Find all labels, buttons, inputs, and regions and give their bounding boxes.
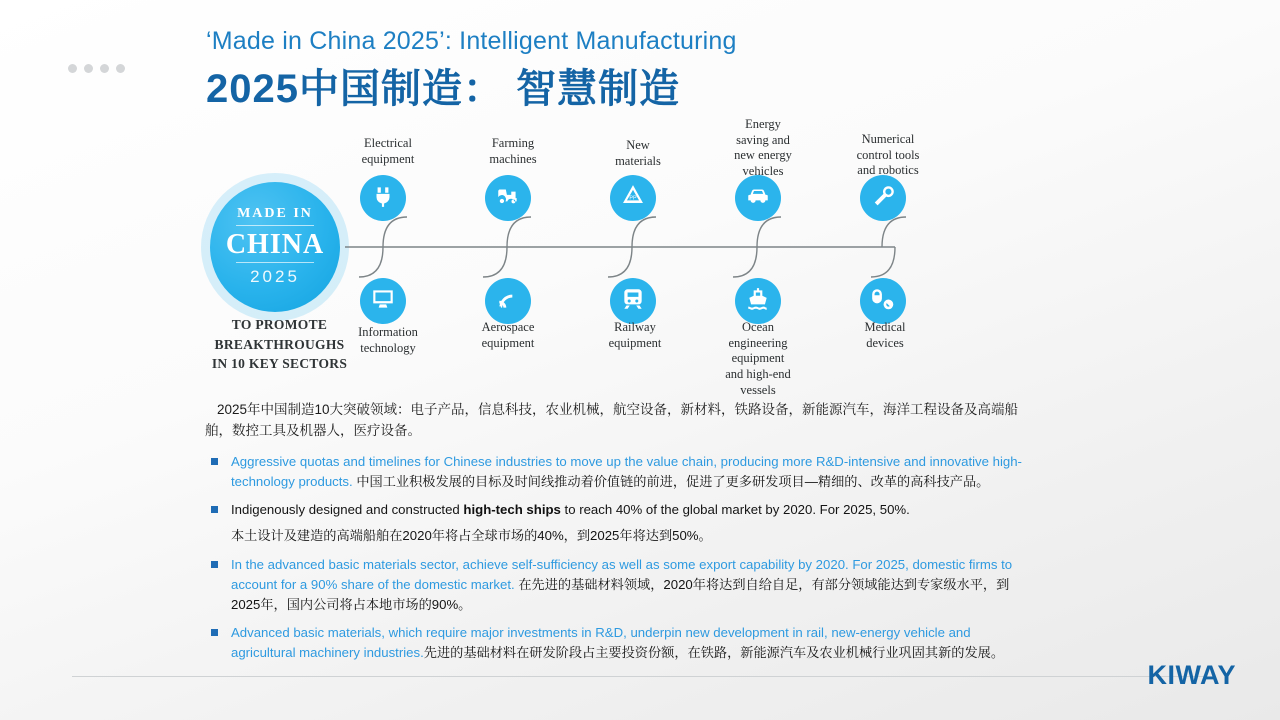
recycle-icon — [620, 183, 646, 214]
node-medical-devices[interactable] — [860, 278, 906, 324]
ship-icon — [745, 286, 771, 317]
list-item — [205, 555, 1030, 614]
bullet-list — [205, 452, 1030, 663]
list-item — [205, 452, 1030, 492]
caption-new-materials: New materials — [615, 138, 661, 168]
plug-icon — [370, 183, 396, 214]
car-icon — [745, 183, 771, 214]
caption-aerospace-equipment: Aerospace equipment — [481, 320, 535, 350]
node-numerical-control-tools[interactable] — [860, 175, 906, 221]
caption-numerical-control-tools: Numerical control tools and robotics — [856, 132, 920, 178]
bullet-2-english-bold: high-tech ships — [463, 502, 561, 518]
caption-railway-equipment: Railway equipment — [608, 320, 662, 350]
intro-paragraph: 2025年中国制造10大突破领域：电子产品，信息科技，农业机械，航空设备，新材料，铁路设备，新能源汽车，海洋工程设备及高端船舶，数控工具及机器人，医疗设备。 — [205, 402, 1019, 438]
infographic — [205, 117, 1065, 397]
bullet-4-chinese: 先进的基础材料在研发阶段占主要投资份额，在铁路，新能源汽车及农业机械行业巩固其新的发展。 — [423, 645, 1005, 661]
caption-ocean-engineering: Ocean engineering equipment and high-end vessels — [725, 320, 791, 397]
caption-electrical-equipment: Electrical equipment — [361, 136, 415, 166]
node-new-materials[interactable] — [610, 175, 656, 221]
badge-subtitle-line1: TO PROMOTE BREAKTHROUGHS — [214, 317, 345, 352]
svg-text:PP: PP — [629, 194, 637, 201]
node-ocean-engineering[interactable] — [735, 278, 781, 324]
node-new-energy-vehicles[interactable] — [735, 175, 781, 221]
badge-line3: 2025 — [250, 267, 300, 287]
bullet-2-english-post: to reach 40% of the global market by 2020. For 2025, 50%. — [560, 502, 910, 518]
list-item — [205, 623, 1030, 663]
monitor-icon — [370, 286, 396, 317]
bullet-4-english: Advanced basic materials, which require major investments in R&D, underpin new development in rail, new-energy vehicle and agricultural machinery industries. — [231, 625, 971, 661]
badge-line2: CHINA — [225, 229, 325, 260]
tractor-icon — [495, 183, 521, 214]
bullet-1-english: Aggressive quotas and timelines for Chinese industries to move up the value chain, producing more R&D-intensive and innovative high-technology products. — [231, 453, 1022, 489]
bullet-2-english-pre: Indigenously designed and constructed — [231, 502, 464, 518]
node-electrical-equipment[interactable] — [360, 175, 406, 221]
train-icon — [620, 286, 646, 317]
node-farming-machines[interactable] — [485, 175, 531, 221]
pills-icon — [870, 286, 896, 317]
body-content — [205, 400, 1030, 672]
bullet-1-chinese: 中国工业积极发展的目标及时间线推动着价值链的前进，促进了更多研发项目—精细的、改革的高科技产品。 — [356, 473, 990, 489]
footer-divider — [72, 676, 1207, 677]
wrench-icon — [870, 183, 896, 214]
brand-logo: KIWAY — [1147, 660, 1236, 690]
page-title-english: ‘Made in China 2025’: Intelligent Manufacturing — [206, 27, 737, 55]
bullet-3-english: In the advanced basic materials sector, achieve self-sufficiency as well as some export capability by 2020. For 2025, domestic firms to account for a 90% share of the domestic market. — [231, 557, 1013, 592]
bullet-3-chinese: 在先进的基础材料领域，2020年将达到自给自足，有部分领域能达到专家级水平，到2025年，国内公司将占本地市场的90%。 — [231, 576, 1010, 612]
list-item — [205, 500, 1030, 546]
badge-line1: MADE IN — [237, 206, 313, 221]
page-title-chinese: 2025中国制造： 智慧制造 — [206, 67, 681, 111]
satellite-icon — [495, 286, 521, 317]
node-aerospace-equipment[interactable] — [485, 278, 531, 324]
node-railway-equipment[interactable] — [610, 278, 656, 324]
decorative-dots — [68, 64, 125, 73]
caption-new-energy-vehicles: Energy saving and new energy vehicles — [734, 117, 792, 178]
badge-subtitle-line2: IN 10 KEY SECTORS — [211, 356, 348, 372]
caption-information-technology: Information technology — [358, 325, 418, 355]
caption-medical-devices: Medical devices — [864, 320, 906, 350]
bullet-2-chinese: 本土设计及建造的高端船舶在2020年将占全球市场的40%，到2025年将达到50%。 — [231, 528, 712, 544]
caption-farming-machines: Farming machines — [489, 136, 537, 166]
node-information-technology[interactable] — [360, 278, 406, 324]
